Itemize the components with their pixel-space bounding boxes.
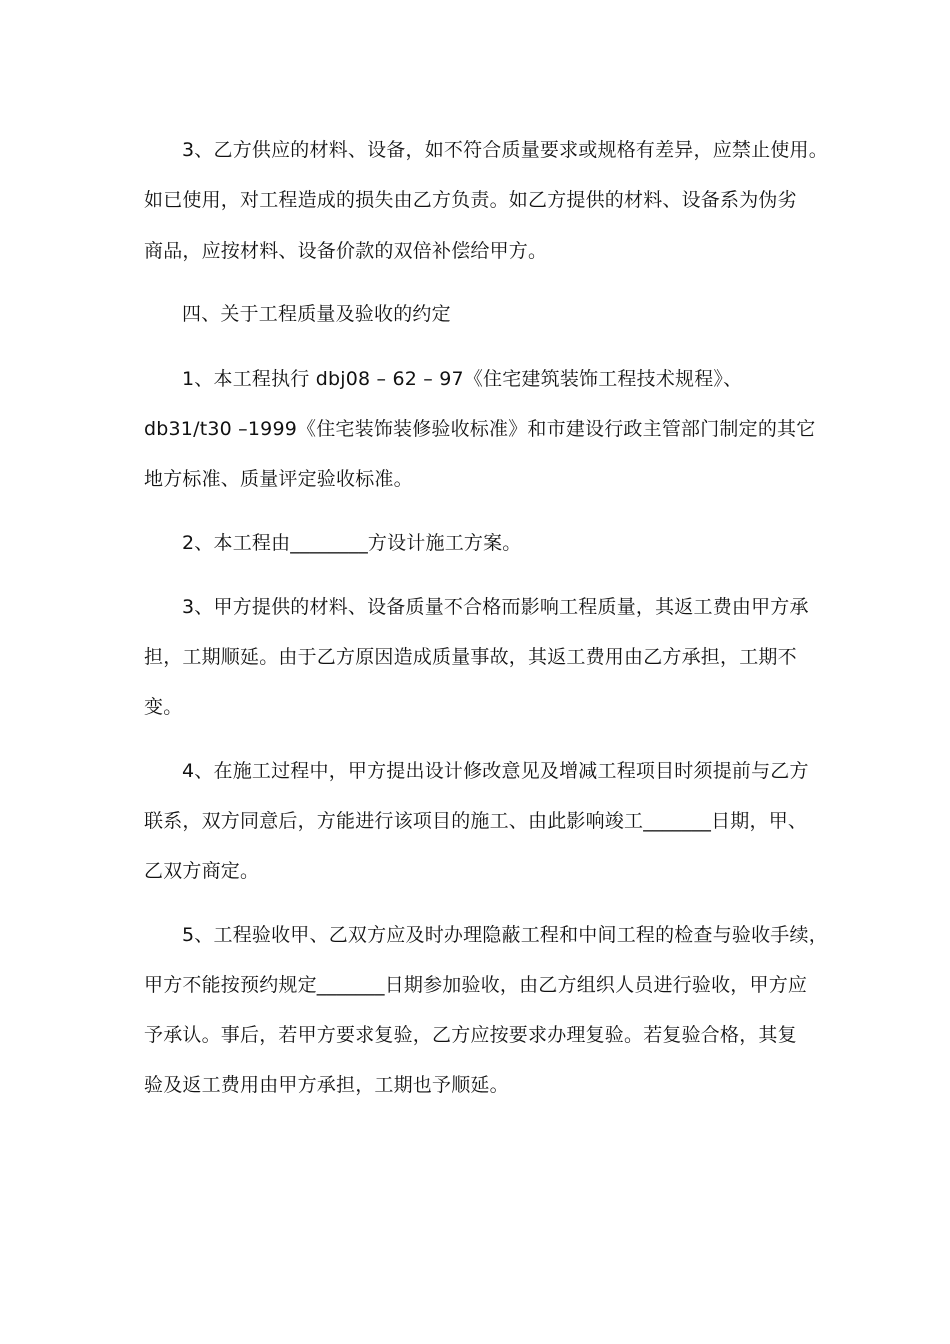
section-heading: 四、关于工程质量及验收的约定 (182, 303, 451, 325)
text-line: 地方标准、质量评定验收标准。 (144, 468, 413, 490)
text-line: db31/t30 –1999《住宅装饰装修验收标准》和市建设行政主管部门制定的其它 (144, 418, 816, 440)
text-line: 如已使用，对工程造成的损失由乙方负责。如乙方提供的材料、设备系为伪劣 (144, 189, 797, 211)
text-line: 4、在施工过程中，甲方提出设计修改意见及增减工程项目时须提前与乙方 (182, 760, 809, 782)
text-line: 3、甲方提供的材料、设备质量不合格而影响工程质量，其返工费由甲方承 (182, 596, 809, 618)
text-line: 担，工期顺延。由于乙方原因造成质量事故，其返工费用由乙方承担，工期不 (144, 646, 797, 668)
text-line: 3、乙方供应的材料、设备，如不符合质量要求或规格有差异，应禁止使用。 (182, 139, 828, 161)
text-line: 1、本工程执行 dbj08 – 62 – 97《住宅建筑装饰工程技术规程》、 (182, 368, 743, 390)
text-line: 验及返工费用由甲方承担，工期也予顺延。 (144, 1074, 509, 1096)
text-line: 商品，应按材料、设备价款的双倍补偿给甲方。 (144, 240, 548, 262)
text-line: 甲方不能按预约规定_______日期参加验收，由乙方组织人员进行验收，甲方应 (144, 974, 808, 996)
text-line: 乙双方商定。 (144, 860, 260, 882)
text-line: 变。 (144, 696, 183, 718)
text-line: 予承认。事后，若甲方要求复验，乙方应按要求办理复验。若复验合格，其复 (144, 1024, 797, 1046)
text-line: 5、工程验收甲、乙双方应及时办理隐蔽工程和中间工程的检查与验收手续， (182, 924, 828, 946)
text-line: 联系，双方同意后，方能进行该项目的施工、由此影响竣工_______日期，甲、 (144, 810, 808, 832)
text-line: 2、本工程由________方设计施工方案。 (182, 532, 522, 554)
